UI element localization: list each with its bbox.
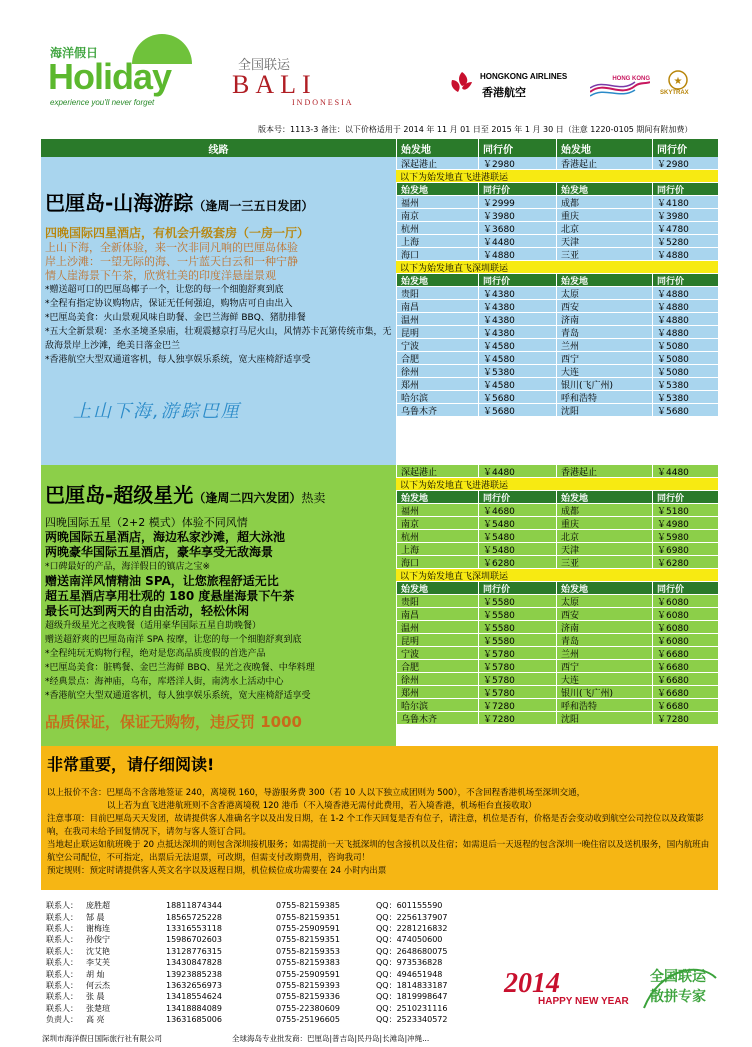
origin-cell: 宁波 [396,339,478,351]
contact-list [46,900,486,1025]
contact-name: 庞胜超 [86,901,110,911]
price-row [396,378,718,391]
price-cell: ￥5580 [478,621,556,633]
contact-phone: 0755-82159383 [276,958,340,968]
origin-cell: 杭州 [396,530,478,542]
price-cell: ￥5480 [478,530,556,542]
price-list-shanhai [396,157,718,465]
contact-name: 张 晨 [86,992,105,1002]
skytrax-logo: ★ SKYTRAX [660,70,696,106]
origin-cell: 乌鲁木齐 [396,712,478,724]
origin-cell: 昆明 [396,634,478,646]
origin-cell: 兰州 [556,339,652,351]
price-cell: ￥5980 [652,530,718,542]
star-badge-icon [660,70,696,90]
route-xingguang: 巴厘岛-超级星光（逢周二四六发团）热卖 四晚国际五星（2+2 模式）体验不同风情 两晚国际五星酒店，海边私家沙滩，超大泳池 两晚豪华国际五星酒店，豪华享受无敌海景 *口碑最好的产品，海洋假日的镇店之宝※ 赠送南洋风情精油 SPA，让您旅程舒适无比 超五星酒店享用壮观的 180 度悬崖海景下午茶 最长可达到两天的自由活动，轻松休闲 超级升级星光之夜晚餐（适用豪华国际五星自助晚餐） 赠送超舒爽的巴厘岛南洋 SPA 按摩，让您的每一个细胞舒爽到底 *全程纯玩无购物行程，绝对是您高品质度假的首选产品 *巴厘岛美食：脏鸭餐、金巴兰海鲜 BBQ、星光之夜晚餐、中华料理 *经典景点：海神庙，乌布，库塔洋人街，南湾水上活动中心 *香港航空大型双通道客机，每人独享娱乐系统，宽大座椅舒适享受 品质保证，保证无购物，违反罚 1000 [41,465,396,759]
origin-cell: 南昌 [396,608,478,620]
price-row [396,673,718,686]
price-cell: ￥7280 [478,699,556,711]
contact-row [46,946,486,957]
origin-cell: 福州 [396,504,478,516]
contact-phone: 0755-82159385 [276,901,340,911]
contact-name: 谢梅连 [86,923,110,933]
contact-role: 联系人： [46,969,78,979]
origin-cell: 成都 [556,504,652,516]
contact-row [46,923,486,934]
price-cell: ￥4380 [478,287,556,299]
origin-cell: 上海 [396,235,478,247]
price-cell: ￥4880 [652,313,718,325]
price-row [396,248,718,261]
contact-row [46,1014,486,1025]
contact-qq: QQ：494651948 [376,969,443,979]
origin-cell: 成都 [556,196,652,208]
contact-qq: QQ：2648680075 [376,946,448,956]
price-row [396,686,718,699]
contact-name: 何云杰 [86,980,110,990]
route-banner: 以下为始发地直飞进港联运 [396,170,718,183]
origin-cell: 昆明 [396,326,478,338]
price-row [396,300,718,313]
contact-phone: 0755-25909591 [276,969,340,979]
origin-cell: 南京 [396,209,478,221]
price-row [396,404,718,417]
price-row [396,391,718,404]
sub-header-row [396,274,718,287]
price-cell: ￥4380 [478,300,556,312]
price-cell: ￥3680 [478,222,556,234]
price-cell: ￥3980 [478,209,556,221]
contact-mobile: 13418884089 [166,1003,222,1013]
contact-mobile: 13631685006 [166,1015,222,1025]
contact-qq: QQ：2510231116 [376,1003,448,1013]
origin-cell: 三亚 [556,556,652,568]
contact-role: 负责人： [46,1015,78,1025]
origin-cell: 郑州 [396,378,478,390]
contact-row [46,957,486,968]
origin-cell: 西宁 [556,352,652,364]
price-cell: ￥6680 [652,699,718,711]
contact-qq: QQ：1814833187 [376,980,448,990]
contact-phone: 0755-82159336 [276,992,340,1002]
contact-phone: 0755-25196605 [276,1015,340,1025]
origin-cell: 始发地 [556,491,652,503]
origin-cell: 始发地 [396,491,478,503]
origin-cell: 北京 [556,222,652,234]
price-cell: ￥5280 [652,235,718,247]
origin-cell: 银川(飞广州) [556,686,652,698]
contact-mobile: 18565725228 [166,912,222,922]
contact-phone: 0755-82159351 [276,935,340,945]
price-cell: ￥5380 [652,391,718,403]
price-row [396,157,718,170]
price-cell: ￥7280 [478,712,556,724]
origin-cell: 海口 [396,556,478,568]
price-cell: ￥5780 [478,673,556,685]
price-cell: 同行价 [652,183,718,195]
origin-cell: 温州 [396,621,478,633]
price-cell: ￥2980 [652,157,718,169]
origin-cell: 天津 [556,235,652,247]
contact-role: 联系人： [46,958,78,968]
new-year-badge: 2014 HAPPY NEW YEAR [504,968,629,1007]
contact-qq: QQ：2256137907 [376,912,448,922]
price-cell: ￥5180 [652,504,718,516]
price-cell: 同行价 [478,491,556,503]
contact-name: 李艾芙 [86,958,110,968]
price-cell: ￥5380 [652,378,718,390]
price-cell: ￥4480 [478,465,556,477]
price-cell: ￥4880 [652,248,718,260]
price-row [396,222,718,235]
price-cell: ￥5480 [478,517,556,529]
route-banner: 以下为始发地直飞深圳联运 [396,261,718,274]
price-cell: ￥6080 [652,595,718,607]
contact-row [46,968,486,979]
sub-header-row [396,582,718,595]
origin-cell: 贵阳 [396,595,478,607]
price-cell: ￥4580 [478,352,556,364]
price-cell: ￥5380 [478,365,556,377]
contact-mobile: 13430847828 [166,958,222,968]
price-cell: ￥5780 [478,686,556,698]
origin-cell: 合肥 [396,660,478,672]
price-cell: ￥6080 [652,608,718,620]
origin-cell: 三亚 [556,248,652,260]
price-cell: ￥4480 [478,235,556,247]
price-row [396,287,718,300]
origin-cell: 南京 [396,517,478,529]
price-cell: 同行价 [652,274,718,286]
price-row [396,556,718,569]
sub-header-row [396,491,718,504]
price-row [396,699,718,712]
origin-cell: 宁波 [396,647,478,659]
contact-role: 联系人： [46,923,78,933]
contact-qq: QQ：601155590 [376,901,443,911]
price-row [396,660,718,673]
origin-cell: 合肥 [396,352,478,364]
price-row [396,712,718,725]
contact-qq: QQ：474050600 [376,935,443,945]
price-cell: ￥6680 [652,660,718,672]
origin-cell: 徐州 [396,365,478,377]
contact-role: 联系人： [46,901,78,911]
price-cell: ￥6080 [652,621,718,633]
contact-mobile: 13632656973 [166,980,222,990]
price-row [396,209,718,222]
price-row [396,621,718,634]
price-cell: 同行价 [652,582,718,594]
contact-role: 联系人： [46,946,78,956]
contact-qq: QQ：2523340572 [376,1015,448,1025]
price-cell: ￥4580 [478,339,556,351]
route-shanhai: 巴厘岛-山海游踪（逢周一三五日发团） 四晚国际四星酒店，有机会升级套房（一房一厅） 上山下海，全新体验，来一次非同凡响的巴厘岛体验 岸上沙滩：一望无际的海、一片蓝天白云和一种宁静 情人崖海景下午茶，欣赏壮美的印度洋悬崖景观 *赠送超可口的巴厘岛椰子一个，让您的每一个细胞舒爽到底 *全程有指定协议购物店，保证无任何强迫，购物店可自由出入 *巴厘岛美食：火山景观风味自助餐、金巴兰海鲜 BBQ、猪肋排餐 *五大全新景观：圣水圣境圣泉庙，壮观震撼京打马尼火山，风情苏卡瓦第传统市集，无敌海景岸上沙滩，绝美日落金巴兰 *香港航空大型双通道客机，每人独享娱乐系统，宽大座椅舒适享受 上山下海,游踪巴厘 [41,157,396,465]
contact-name: 张楚瑄 [86,1003,110,1013]
origin-cell: 青岛 [556,326,652,338]
section-xingguang [41,465,718,759]
price-list-xingguang [396,465,718,759]
contact-name: 胡 灿 [86,969,105,979]
price-row [396,235,718,248]
origin-cell: 乌鲁木齐 [396,404,478,416]
origin-cell: 哈尔滨 [396,699,478,711]
price-cell: ￥4780 [652,222,718,234]
origin-cell: 沈阳 [556,712,652,724]
price-row [396,339,718,352]
contact-role: 联系人： [46,935,78,945]
price-cell: ￥5480 [478,543,556,555]
price-cell: ￥5080 [652,339,718,351]
price-cell: ￥5680 [478,404,556,416]
origin-cell: 西宁 [556,660,652,672]
price-cell: ￥5580 [478,608,556,620]
origin-cell: 天津 [556,543,652,555]
origin-cell: 徐州 [396,673,478,685]
route-title: 巴厘岛-超级星光（逢周二四六发团）热卖 [45,483,326,507]
origin-cell: 太原 [556,287,652,299]
price-row [396,465,718,478]
price-cell: ￥6680 [652,673,718,685]
contact-phone: 0755-22380609 [276,1003,340,1013]
origin-cell: 始发地 [396,582,478,594]
origin-cell: 济南 [556,313,652,325]
price-cell: ￥7280 [652,712,718,724]
contact-row [46,934,486,945]
contact-row [46,900,486,911]
contact-qq: QQ：973536828 [376,958,443,968]
price-row [396,543,718,556]
price-row [396,530,718,543]
origin-cell: 重庆 [556,209,652,221]
origin-cell: 上海 [396,543,478,555]
route-banner: 以下为始发地直飞深圳联运 [396,569,718,582]
contact-phone: 0755-82159393 [276,980,340,990]
price-cell: ￥4880 [652,287,718,299]
price-cell: ￥4880 [652,326,718,338]
price-cell: ￥2999 [478,196,556,208]
origin-cell: 始发地 [556,582,652,594]
contact-row [46,911,486,922]
price-row [396,196,718,209]
sub-header-row [396,183,718,196]
contact-role: 联系人： [46,980,78,990]
origin-cell: 郑州 [396,686,478,698]
price-row [396,365,718,378]
origin-cell: 杭州 [396,222,478,234]
origin-cell: 始发地 [396,183,478,195]
price-cell: ￥4380 [478,326,556,338]
contact-role: 联系人： [46,1003,78,1013]
contact-row [46,991,486,1002]
hong-kong-tourism-logo: HONG KONG [590,76,650,98]
price-row [396,634,718,647]
origin-cell: 温州 [396,313,478,325]
origin-cell: 海口 [396,248,478,260]
origin-cell: 银川(飞广州) [556,378,652,390]
price-row [396,352,718,365]
price-cell: ￥6280 [478,556,556,568]
contact-role: 联系人： [46,912,78,922]
origin-cell: 大连 [556,673,652,685]
contact-phone: 0755-25909591 [276,923,340,933]
price-cell: ￥6980 [652,543,718,555]
bauhinia-icon [448,70,476,98]
price-cell: ￥4180 [652,196,718,208]
contact-mobile: 15986702603 [166,935,222,945]
svg-text:★: ★ [673,76,683,87]
price-row [396,595,718,608]
contact-role: 联系人： [46,992,78,1002]
origin-cell: 贵阳 [396,287,478,299]
contact-mobile: 13923885238 [166,969,222,979]
price-cell: ￥5780 [478,660,556,672]
price-cell: ￥5080 [652,352,718,364]
origin-cell: 始发地 [396,274,478,286]
origin-cell: 呼和浩特 [556,391,652,403]
price-cell: ￥4980 [652,517,718,529]
contact-name: 沈艾艳 [86,946,110,956]
notice-panel: 非常重要，请仔细阅读! 以上报价不含：巴厘岛不含落地签证 240，离境税 160，导游服务费 300（若 10 人以下独立成团则为 500），不含回程香港机场至深圳交通， 以上若为直飞进港航班则不含香港离境税 120 港币（不入境香港无需付此费用，若入境香港，机场柜台直接收取） 注意事项：目前巴厘岛天天发团，故请提供客人准确名字以及出发日期，在 1-2 个工作天回复是否有位子，请注意，机位是否有，价格是否会变动收到航空公司控位以及政策影响，在我司未给予回复情况下，请勿与客人签订合同。 当地起止联运如航班晚于 20 点抵达深圳的则包含深圳接机服务；如需提前一天飞抵深圳的包含接机以及住宿；如需退后一天返程的包含深圳一晚住宿以及送机服务，国内航班由航空公司配位，不可指定，出票后无法退票，可改期，但需支付改期费用，咨询我司！ 预定规则：预定时请提供客人英文名字以及返程日期，机位候位成功需要在 24 小时内出票 [41,746,718,890]
origin-cell: 始发地 [556,274,652,286]
price-cell: ￥5680 [478,391,556,403]
bali-logo: 全国联运 BALI INDONESIA [232,58,354,107]
price-cell: ￥5780 [478,647,556,659]
price-row [396,608,718,621]
contact-name: 孙俊宁 [86,935,110,945]
price-cell: ￥5080 [652,365,718,377]
price-cell: ￥4880 [652,300,718,312]
notice-title: 非常重要，请仔细阅读! [47,755,215,774]
holiday-logo: 海洋假日 Holiday experience you'll never forget [40,34,200,106]
origin-cell: 西安 [556,300,652,312]
hongkong-airlines-logo: HONGKONG AIRLINES 香港航空 [448,70,588,100]
origin-cell: 香港起止 [556,157,652,169]
origin-cell: 深起港止 [396,157,478,169]
origin-cell: 西安 [556,608,652,620]
contact-mobile: 13316553118 [166,923,222,933]
table-header: 线路 始发地 同行价 始发地 同行价 [41,139,718,157]
contact-qq: QQ：1819998647 [376,992,448,1002]
contact-mobile: 13128776315 [166,946,222,956]
origin-cell: 福州 [396,196,478,208]
price-cell: ￥6280 [652,556,718,568]
origin-cell: 兰州 [556,647,652,659]
price-row [396,517,718,530]
section-shanhai [41,157,718,465]
price-cell: ￥3980 [652,209,718,221]
price-cell: ￥2980 [478,157,556,169]
price-cell: ￥6680 [652,686,718,698]
price-cell: ￥5680 [652,404,718,416]
price-row [396,313,718,326]
company-desc: 全球海岛专业批发商：巴厘岛|普吉岛|民丹岛|长滩岛|冲绳... [232,1034,430,1043]
price-cell: 同行价 [478,582,556,594]
price-cell: ￥6080 [652,634,718,646]
contact-mobile: 13418554624 [166,992,222,1002]
quality-guarantee: 品质保证，保证无购物，违反罚 1000 [45,713,302,731]
slogan: 上山下海,游踪巴厘 [73,401,241,422]
route-banner: 以下为始发地直飞进港联运 [396,478,718,491]
origin-cell: 深起港止 [396,465,478,477]
price-cell: ￥4880 [478,248,556,260]
contact-name: 高 亮 [86,1015,105,1025]
price-row [396,326,718,339]
contact-row [46,1003,486,1014]
origin-cell: 沈阳 [556,404,652,416]
lianyun-badge: 全国联运 散拼专家 [640,958,720,1018]
price-cell: 同行价 [478,274,556,286]
route-title: 巴厘岛-山海游踪（逢周一三五日发团） [45,191,314,215]
origin-cell: 南昌 [396,300,478,312]
origin-cell: 香港起止 [556,465,652,477]
price-cell: ￥4380 [478,313,556,325]
origin-cell: 哈尔滨 [396,391,478,403]
price-cell: 同行价 [478,183,556,195]
price-row [396,647,718,660]
contact-phone: 0755-82159351 [276,912,340,922]
price-cell: ￥5580 [478,634,556,646]
origin-cell: 青岛 [556,634,652,646]
contact-qq: QQ：2281216832 [376,923,448,933]
version-note: 版本号：1113-3 备注：以下价格适用于 2014 年 11 月 01 日至 2015 年 1 月 30 日（注意 1220-0105 期间有附加费） [258,125,693,134]
price-cell: 同行价 [652,491,718,503]
origin-cell: 始发地 [556,183,652,195]
price-cell: ￥4580 [478,378,556,390]
company-name: 深圳市海洋假日国际旅行社有限公司 [42,1034,162,1043]
price-cell: ￥4480 [652,465,718,477]
price-cell: ￥5580 [478,595,556,607]
origin-cell: 重庆 [556,517,652,529]
contact-row [46,980,486,991]
contact-phone: 0755-82159353 [276,946,340,956]
origin-cell: 济南 [556,621,652,633]
price-cell: ￥6680 [652,647,718,659]
price-row [396,504,718,517]
origin-cell: 大连 [556,365,652,377]
price-table [41,139,718,759]
origin-cell: 太原 [556,595,652,607]
contact-name: 郜 晨 [86,912,105,922]
origin-cell: 呼和浩特 [556,699,652,711]
price-cell: ￥4680 [478,504,556,516]
contact-mobile: 18811874344 [166,901,222,911]
origin-cell: 北京 [556,530,652,542]
